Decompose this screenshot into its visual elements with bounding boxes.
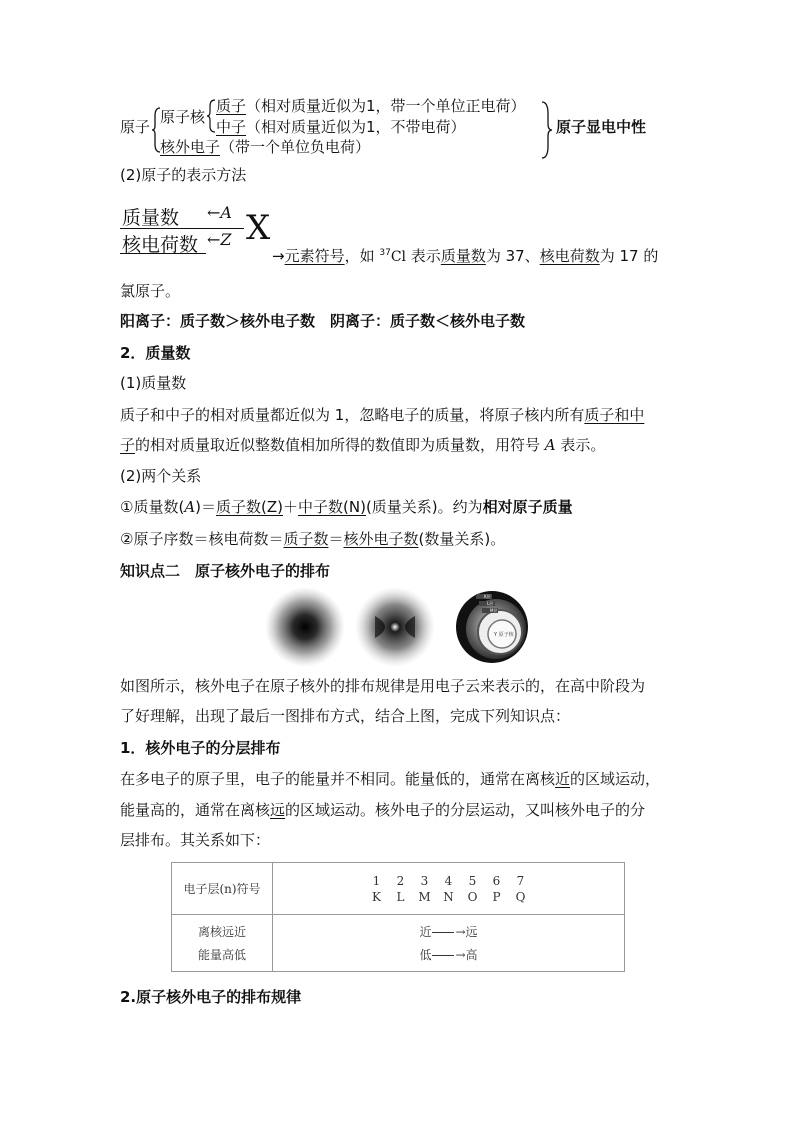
mass-number-sub1: (1)质量数 bbox=[120, 374, 187, 392]
arrow-element: → bbox=[272, 247, 285, 265]
section2-sub2: 2.原子核外电子的排布规律 bbox=[120, 988, 302, 1006]
relation-2: ②原子序数＝核电荷数＝质子数＝核外电子数(数量关系)。 bbox=[120, 530, 506, 548]
electron-cloud-1s bbox=[265, 587, 345, 667]
relation-1: ①质量数(A)＝质子数(Z)＋中子数(N)(质量关系)。约为相对原子质量 bbox=[120, 498, 573, 516]
section2-p2-line3: 层排布。其关系如下： bbox=[120, 831, 271, 849]
neutral-label: 原子显电中性 bbox=[556, 118, 647, 136]
fraction-underline bbox=[120, 253, 206, 254]
neutron-line bbox=[216, 117, 466, 137]
mass-number-label: 质量数 bbox=[122, 207, 180, 229]
electron-cloud-figure bbox=[264, 586, 534, 668]
element-symbol-label: 元素符号 bbox=[284, 247, 345, 265]
mass-number-para1-line1: 质子和中子的相对质量都近似为 1，忽略电子的质量，将原子核内所有质子和中 bbox=[120, 406, 645, 424]
element-X: X bbox=[246, 208, 271, 248]
nuclear-charge-label: 核电荷数 bbox=[122, 234, 199, 256]
shell-numbers: 1 2 3 4 5 6 7 bbox=[372, 873, 525, 888]
shell-label-m: M层 bbox=[490, 608, 498, 613]
neutron-label: 中子 bbox=[216, 118, 247, 136]
electron-line bbox=[160, 137, 370, 157]
nucleus-label: 原子核 bbox=[160, 108, 206, 126]
electron-note: （带一个单位负电荷） bbox=[220, 138, 371, 156]
shell-table bbox=[171, 862, 625, 972]
fraction-line bbox=[120, 228, 244, 229]
shell-label-k: K层 bbox=[484, 594, 491, 599]
section2-para-line2: 了好理解，出现了最后一图排布方式，结合上图，完成下列知识点： bbox=[120, 707, 571, 725]
nucleus-badge: Y 原子核 bbox=[494, 632, 514, 638]
atom-brace-right bbox=[540, 100, 554, 160]
electron-label: 核外电子 bbox=[160, 138, 221, 156]
atom-label: 原子 bbox=[120, 118, 151, 136]
proton-label: 质子 bbox=[216, 97, 247, 115]
shell-label-l: L层 bbox=[487, 601, 494, 606]
shell-letters: K L M N O P Q bbox=[372, 889, 526, 904]
ion-line: 阳离子：质子数＞核外电子数 阴离子：质子数＜核外电子数 bbox=[120, 312, 526, 330]
representation-heading: (2)原子的表示方法 bbox=[120, 166, 247, 184]
shell-table-symbols bbox=[273, 863, 625, 915]
electron-cloud-2s bbox=[355, 587, 435, 667]
shell-table-row1-header: 电子层(n)符号 bbox=[172, 863, 273, 915]
proton-line bbox=[216, 96, 526, 116]
section2-p2-line2: 能量高的，通常在离核远的区域运动。核外电子的分层运动，又叫核外电子的分 bbox=[120, 801, 646, 819]
mass-number-sub2: (2)两个关系 bbox=[120, 467, 202, 485]
mass-number-heading: 2．质量数 bbox=[120, 344, 191, 362]
arrow-a: ←A bbox=[207, 203, 232, 222]
section2-heading: 知识点二 原子核外电子的排布 bbox=[120, 562, 331, 580]
section2-p2-line1: 在多电子的原子里，电子的能量并不相同。能量低的，通常在离核近的区域运动， bbox=[120, 770, 661, 788]
shell-table-row2-header: 离核远近 能量高低 bbox=[172, 915, 273, 972]
shell-model-icon bbox=[456, 591, 528, 663]
arrow-z: ←Z bbox=[207, 230, 232, 249]
proton-note: （相对质量近似为1，带一个单位正电荷） bbox=[246, 97, 526, 115]
neutron-note: （相对质量近似为1，不带电荷） bbox=[246, 118, 466, 136]
mass-number-para1-line2: 子的相对质量取近似整数值相加所得的数值即为质量数，用符号 A 表示。 bbox=[120, 436, 606, 454]
energy-trend: 低 →高 bbox=[419, 948, 478, 962]
section2-sub1: 1．核外电子的分层排布 bbox=[120, 739, 281, 757]
example-end: 氯原子。 bbox=[120, 282, 181, 300]
representation-example: →元素符号，如 $^{37}$Cl 表示质量数为 37、核电荷数为 17 的 bbox=[272, 247, 659, 265]
shell-table-trend bbox=[273, 915, 625, 972]
section2-para-line1: 如图所示，核外电子在原子核外的排布规律是用电子云来表示的，在高中阶段为 bbox=[120, 677, 646, 695]
distance-trend: 近 →远 bbox=[419, 925, 478, 939]
